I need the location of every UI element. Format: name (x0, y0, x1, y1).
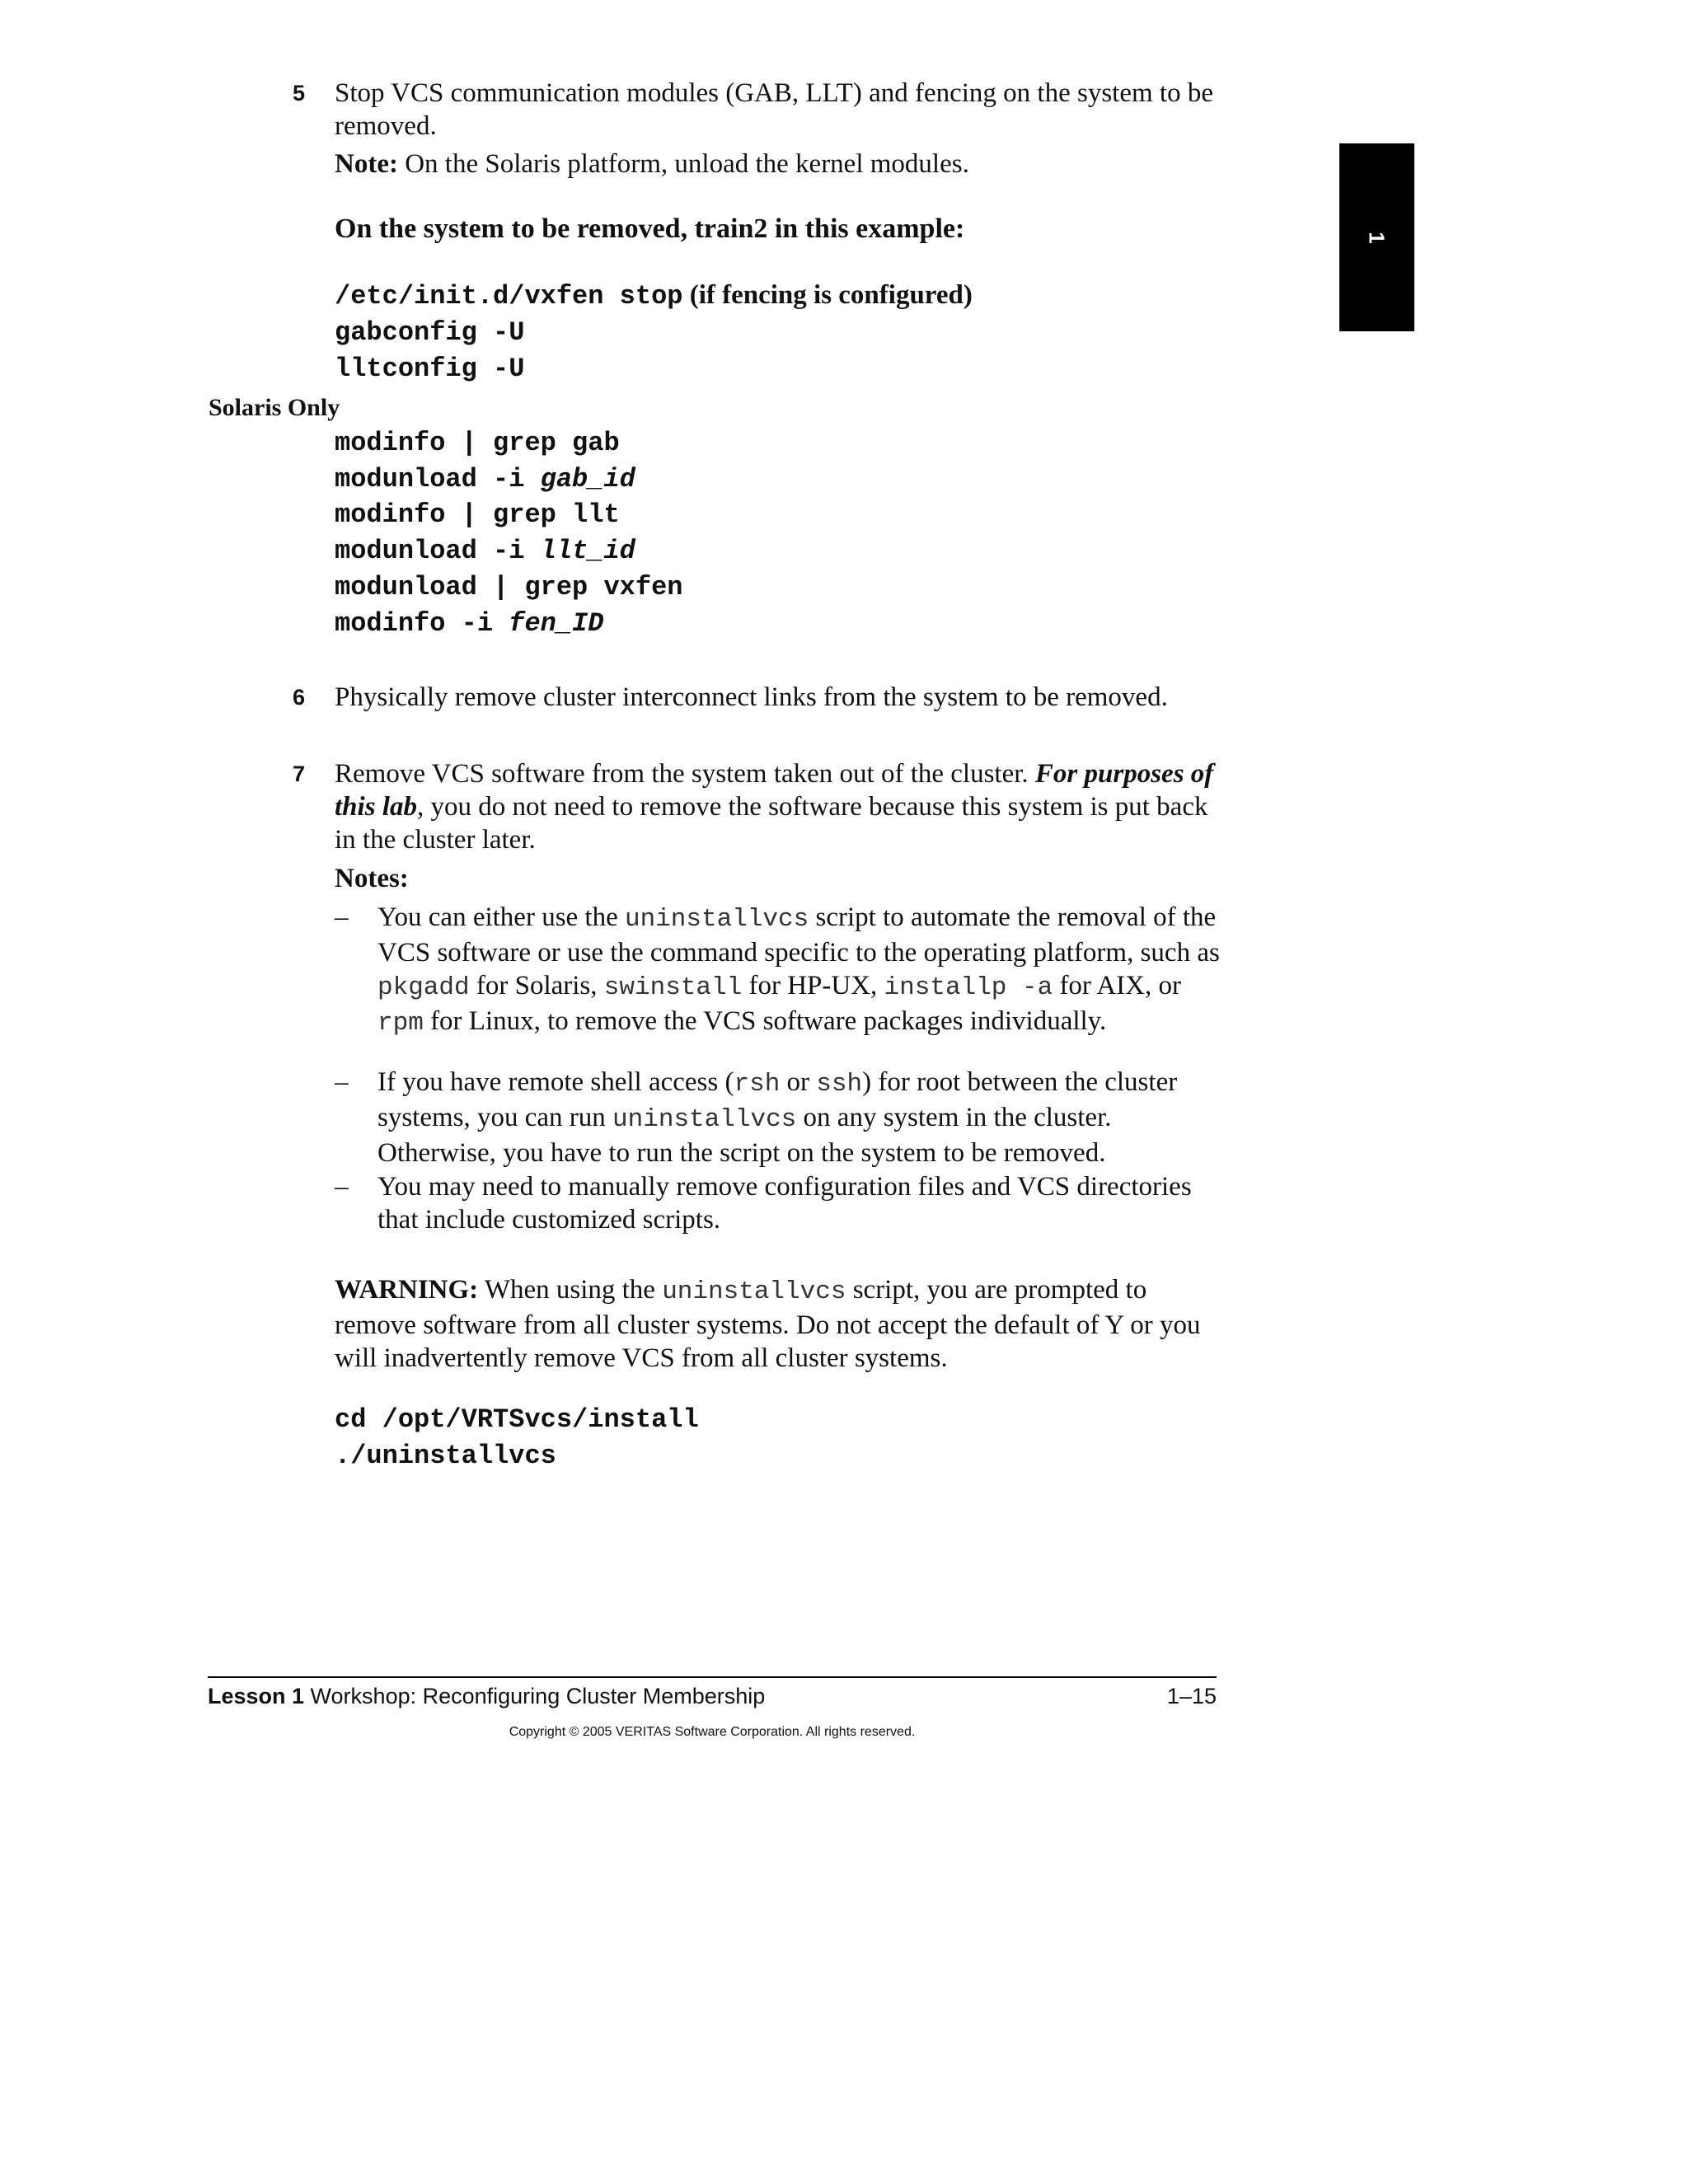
solaris-command-arg: fen_ID (509, 608, 604, 639)
step-7-text-a: Remove VCS software from the system taken out of the cluster. (335, 759, 1035, 789)
solaris-only-label: Solaris Only (209, 394, 340, 421)
step-5-note (335, 148, 1226, 180)
step-7-text (335, 757, 1226, 856)
step-6-number: 6 (293, 685, 306, 710)
note-text: On the Solaris platform, unload the kernel modules. (397, 149, 969, 179)
bullet-dash: – (335, 1067, 349, 1097)
footer-page-number: 1–15 (1166, 1684, 1217, 1708)
solaris-command-code: modunload | grep vxfen (335, 572, 683, 602)
command-vxfen-code: /etc/init.d/vxfen stop (335, 281, 683, 312)
step-7-emphasis: For purposes of this lab (335, 759, 1214, 822)
footer-lesson-title (208, 1682, 765, 1710)
chapter-tab-label: 1 (1365, 231, 1390, 244)
solaris-command-code: modunload -i (335, 464, 541, 494)
inline-code: uninstallvcs (625, 905, 809, 934)
solaris-command (335, 571, 682, 604)
bullet-text: or (780, 1067, 817, 1097)
command-vxfen-stop (335, 279, 973, 313)
bullet-text: on any system in the cluster. Otherwise, you have to run the script on the system to be removed. (377, 1103, 1112, 1168)
bullet-text: for Linux, to remove the VCS software packages individually. (423, 1006, 1107, 1036)
warning-text: When using the (478, 1275, 663, 1305)
command-uninstallvcs: ./uninstallvcs (335, 1441, 556, 1471)
solaris-command-code: modinfo | grep gab (335, 428, 620, 458)
bullet-text: script to automate the removal of the VCS software or use the command specific to the operating platform, such as (377, 902, 1220, 968)
copyright-notice: Copyright © 2005 VERITAS Software Corporation. All rights reserved. (509, 1725, 916, 1739)
solaris-command-code: modinfo | grep llt (335, 499, 620, 530)
inline-code: uninstallvcs (612, 1105, 797, 1134)
inline-code: rsh (734, 1070, 781, 1099)
step-5-text (335, 77, 1226, 143)
footer-lesson-label: Lesson 1 (208, 1684, 305, 1708)
bullet-text: If you have remote shell access ( (377, 1067, 734, 1097)
solaris-command-code: modunload -i (335, 536, 541, 566)
bullet-text: ) for root between the cluster systems, you can run (377, 1067, 1178, 1132)
step-5-heading (335, 213, 1226, 246)
chapter-tab (1339, 143, 1414, 331)
solaris-command (335, 535, 635, 568)
warning-paragraph (335, 1273, 1226, 1375)
notes-label: Notes: (335, 864, 409, 893)
footer-title: Workshop: Reconfiguring Cluster Membership (304, 1684, 766, 1708)
notes-bullet-1 (335, 901, 1228, 1040)
solaris-command (335, 607, 603, 640)
solaris-command (335, 427, 620, 460)
step-5-paragraph: Stop VCS communication modules (GAB, LLT) and fencing on the system to be removed. (335, 78, 1213, 141)
step-5-number: 5 (293, 81, 306, 105)
footer-rule (208, 1676, 1217, 1678)
notes-bullet-2 (335, 1066, 1228, 1169)
solaris-command (335, 499, 620, 532)
solaris-command (335, 463, 635, 496)
step-7-number: 7 (293, 762, 306, 786)
bullet-dash: – (335, 1172, 349, 1202)
inline-code: ssh (816, 1070, 863, 1099)
bullet-dash: – (335, 902, 349, 932)
solaris-command-arg: gab_id (540, 464, 635, 494)
command-vxfen-condition: (if fencing is configured) (682, 280, 973, 310)
inline-code: swinstall (603, 973, 743, 1002)
bullet-text: for HP-UX, (742, 971, 884, 1001)
inline-code: pkgadd (377, 973, 470, 1002)
step-6-text (335, 681, 1226, 714)
note-label: Note: (335, 149, 398, 179)
bullet-text: for Solaris, (469, 971, 604, 1001)
inline-code: uninstallvcs (662, 1277, 846, 1306)
bullet-text: You can either use the (377, 902, 625, 932)
warning-text: script, you are prompted to remove software from all cluster systems. Do not accept the default of Y or you will inadvertently remove VCS from all cluster systems. (335, 1275, 1201, 1373)
step-5-heading-text: On the system to be removed, train2 in this example: (335, 213, 965, 244)
step-7-text-b: , you do not need to remove the software because this system is put back in the cluster later. (335, 792, 1208, 855)
inline-code: rpm (377, 1009, 424, 1038)
command-lltconfig: lltconfig -U (335, 354, 525, 384)
command-gabconfig: gabconfig -U (335, 317, 525, 348)
step-6-paragraph: Physically remove cluster interconnect links from the system to be removed. (335, 682, 1168, 712)
inline-code: installp -a (884, 973, 1053, 1002)
bullet-text: You may need to manually remove configuration files and VCS directories that include customized scripts. (377, 1172, 1192, 1235)
command-cd-install: cd /opt/VRTSvcs/install (335, 1404, 699, 1435)
warning-label: WARNING: (335, 1275, 479, 1305)
solaris-command-code: modinfo -i (335, 608, 509, 639)
notes-bullet-3 (335, 1170, 1228, 1236)
solaris-command-arg: llt_id (540, 536, 635, 566)
bullet-text: for AIX, or (1053, 971, 1181, 1001)
